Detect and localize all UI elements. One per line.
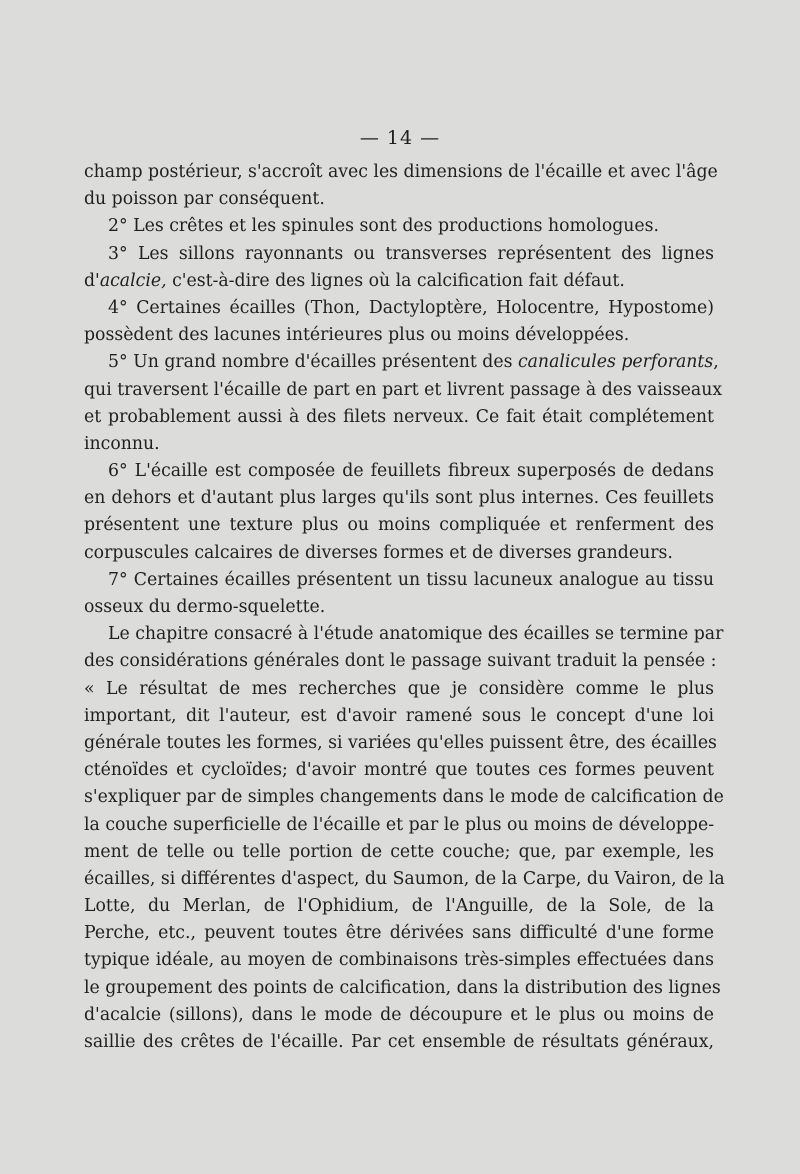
text-line: 4° Certaines écailles (Thon, Dactyloptère, Holocentre, Hypostome) xyxy=(108,297,714,318)
text-line: osseux du dermo-squelette. xyxy=(84,597,326,617)
page-number: — 14 — xyxy=(359,127,441,149)
text-line: des considérations générales dont le passage suivant traduit la pensée : xyxy=(84,651,717,672)
text-run: c'est-à-dire des lignes où la calcification fait défaut. xyxy=(166,270,625,291)
text-line xyxy=(84,268,714,295)
text-line: Lotte, du Merlan, de l'Ophidium, de l'Anguille, de la Sole, de la xyxy=(84,896,714,917)
text-line: Perche, etc., peuvent toutes être dérivées sans difficulté d'une forme xyxy=(84,923,714,944)
text-line: générale toutes les formes, si variées qu'elles puissent être, des écailles xyxy=(84,732,717,753)
text-line: 6° L'écaille est composée de feuillets fibreux superposés de dedans xyxy=(108,461,714,482)
text-line: le groupement des points de calcification, dans la distribution des lignes xyxy=(84,977,721,998)
text-line: inconnu. xyxy=(84,433,160,454)
text-line: cténoïdes et cycloïdes; d'avoir montré que toutes ces formes peuvent xyxy=(84,760,714,781)
text-line: typique idéale, au moyen de combinaisons très-simples effectuées dans xyxy=(84,950,714,971)
text-line: corpuscules calcaires de diverses formes et de diverses grandeurs. xyxy=(84,542,673,563)
text-line: 7° Certaines écailles présentent un tissu lacuneux analogue au tissu xyxy=(108,569,714,590)
text-line: Le chapitre consacré à l'étude anatomique des écailles se termine par xyxy=(108,624,724,645)
text-line: du poisson par conséquent. xyxy=(84,189,325,210)
italic-term: canalicules perforants xyxy=(517,352,714,373)
text-run: d' xyxy=(84,270,100,291)
text-line xyxy=(84,349,719,376)
text-run: , xyxy=(713,352,719,373)
text-line: possèdent des lacunes intérieures plus ou moins développées. xyxy=(84,325,630,346)
text-run: 5° Un grand nombre d'écailles présentent des xyxy=(108,352,518,373)
text-line: présentent une texture plus ou moins compliquée et renferment des xyxy=(84,515,714,536)
text-line: la couche superficielle de l'écaille et par le plus ou moins de développe- xyxy=(84,814,715,835)
text-line: d'acalcie (sillons), dans le mode de découpure et le plus ou moins de xyxy=(84,1004,714,1025)
text-line: saillie des crêtes de l'écaille. Par cet ensemble de résultats généraux, xyxy=(84,1032,714,1052)
text-line: écailles, si différentes d'aspect, du Saumon, de la Carpe, du Vairon, de la xyxy=(84,868,725,889)
text-line: en dehors et d'autant plus larges qu'ils sont plus internes. Ces feuillets xyxy=(84,488,714,509)
text-line: et probablement aussi à des filets nerveux. Ce fait était complétement xyxy=(84,406,714,427)
text-line: ment de telle ou telle portion de cette couche; que, par exemple, les xyxy=(84,841,714,862)
text-line: champ postérieur, s'accroît avec les dimensions de l'écaille et avec l'âge xyxy=(84,162,718,182)
text-line: s'expliquer par de simples changements dans le mode de calcification de xyxy=(84,787,724,808)
text-line: important, dit l'auteur, est d'avoir ramené sous le concept d'une loi xyxy=(84,705,714,726)
text-line: 3° Les sillons rayonnants ou transverses représentent des lignes xyxy=(108,243,714,264)
text-line: 2° Les crêtes et les spinules sont des productions homologues. xyxy=(108,216,660,237)
italic-term: acalcie, xyxy=(99,270,167,291)
text-line: « Le résultat de mes recherches que je considère comme le plus xyxy=(84,678,714,699)
page-body xyxy=(84,159,725,1056)
text-line: qui traversent l'écaille de part en part et livrent passage à des vaisseaux xyxy=(84,379,723,400)
